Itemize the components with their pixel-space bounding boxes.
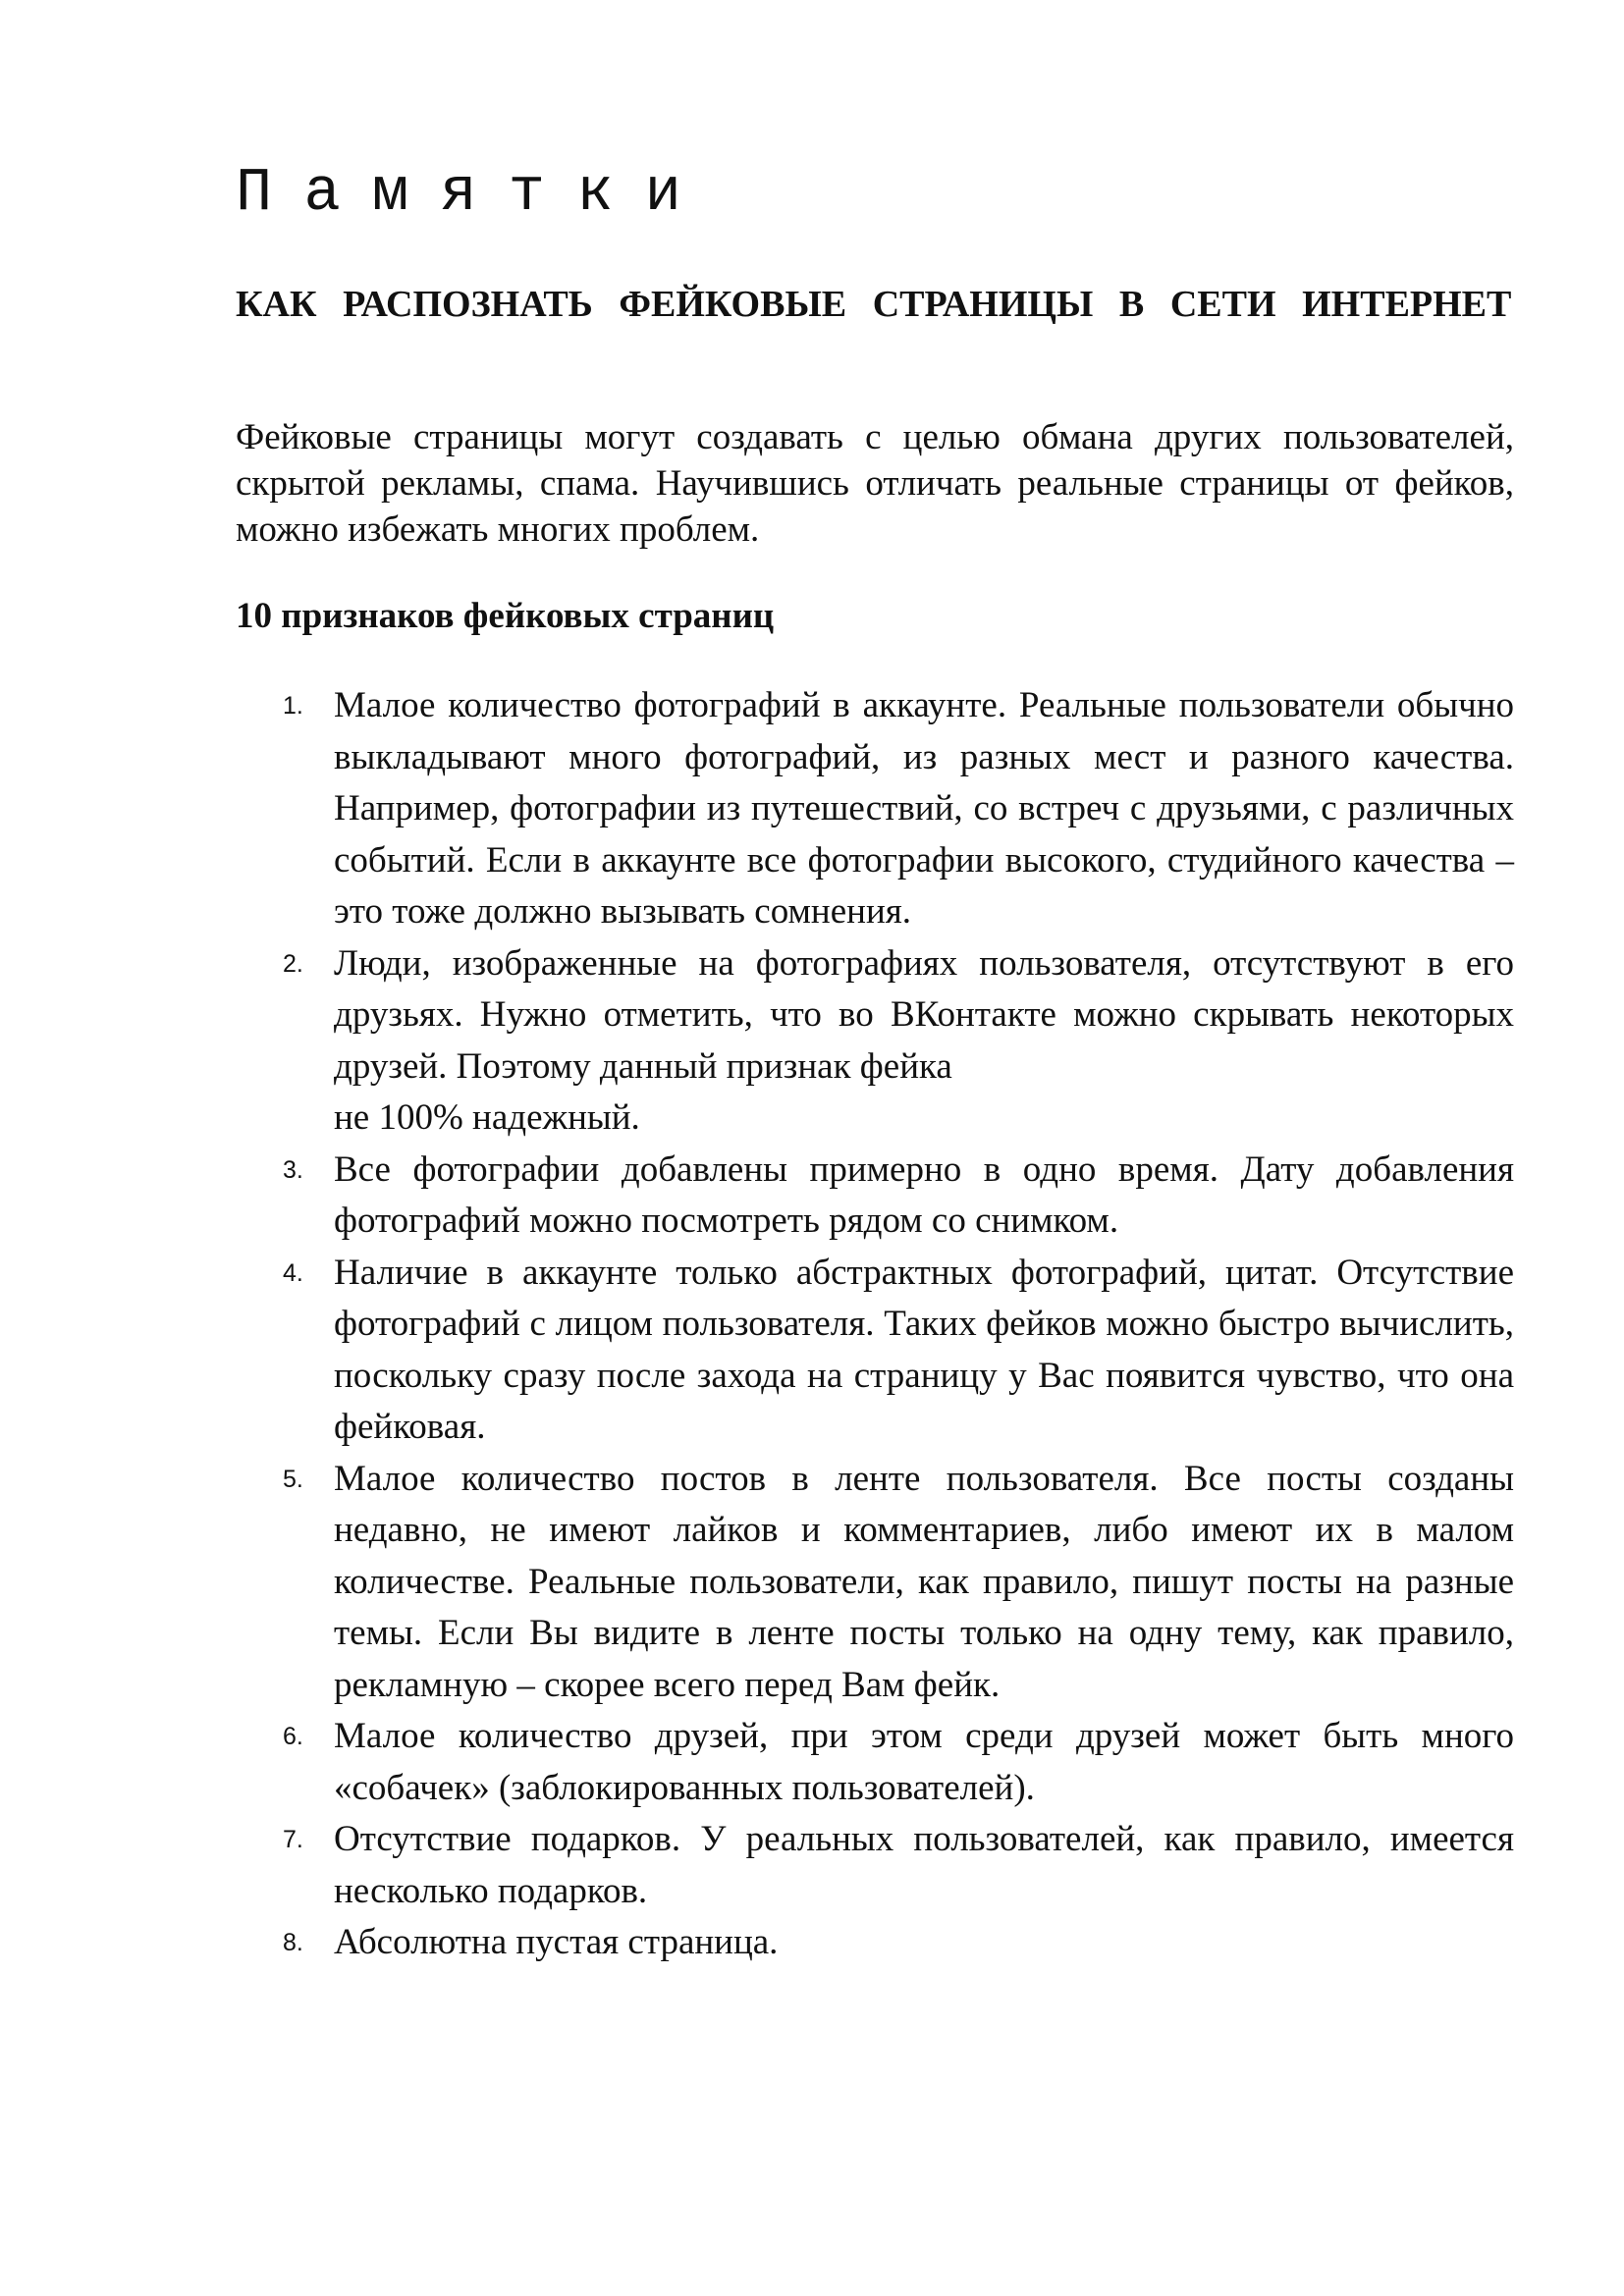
list-item-text: Все фотографии добавлены примерно в одно время. Дату добавления фотографий можно посмотреть рядом со снимком.	[334, 1148, 1514, 1241]
list-item	[236, 1917, 1514, 1969]
list-item-number: 5.	[283, 1465, 303, 1493]
list-item	[236, 1814, 1514, 1917]
list-item-number: 6.	[283, 1723, 303, 1750]
page-title: Памятки	[236, 158, 714, 228]
headline: КАК РАСПОЗНАТЬ ФЕЙКОВЫЕ СТРАНИЦЫ В СЕТИ ИНТЕРНЕТ	[236, 284, 1512, 325]
list-item-text: Малое количество фотографий в аккаунте. Реальные пользователи обычно выкладывают много фотографий, из разных мест и разного качества. Например, фотографии из путешествий, со встреч с друзьями, с различных событий. Если в аккаунте все фотографии высокого, студийного качества – это тоже должно вызывать сомнения.	[334, 685, 1514, 932]
list-item-number: 1.	[283, 692, 303, 720]
list-item-text-tail: не 100% надежный.	[334, 1097, 640, 1138]
list-item	[236, 938, 1514, 1145]
list-item-text: Отсутствие подарков. У реальных пользователей, как правило, имеется несколько подарков.	[334, 1819, 1514, 1911]
list-item-number: 7.	[283, 1826, 303, 1853]
list-item-number: 4.	[283, 1258, 303, 1287]
list-item	[236, 1145, 1514, 1248]
list-item-number: 3.	[283, 1155, 303, 1184]
list-item	[236, 680, 1514, 938]
signs-subheading: 10 признаков фейковых страниц	[236, 596, 775, 636]
intro-paragraph: Фейковые страницы могут создавать с целью обмана других пользователей, скрытой рекламы, спама. Научившись отличать реальные страницы от фейков, можно избежать многих проблем.	[236, 417, 1514, 550]
list-item	[236, 1248, 1514, 1454]
list-item-number: 8.	[283, 1929, 303, 1956]
list-item	[236, 1711, 1514, 1814]
list-item-number: 2.	[283, 949, 303, 978]
list-item-text-block	[334, 938, 1514, 1145]
signs-list	[236, 680, 1514, 1969]
list-item-text: Малое количество друзей, при этом среди друзей может быть много «собачек» (заблокированных пользователей).	[334, 1716, 1514, 1808]
list-item-text: Абсолютна пустая страница.	[334, 1922, 779, 1962]
list-item-text: Малое количество постов в ленте пользователя. Все посты созданы недавно, не имеют лайков и комментариев, либо имеют их в малом количестве. Реальные пользователи, как правило, пишут посты на разные темы. Если Вы видите в ленте посты только на одну тему, как правило, рекламную – скорее всего перед Вам фейк.	[334, 1458, 1514, 1705]
list-item-text: Наличие в аккаунте только абстрактных фотографий, цитат. Отсутствие фотографий с лицом пользователя. Таких фейков можно быстро вычислить, поскольку сразу после захода на страницу у Вас появится чувство, что она фейковая.	[334, 1252, 1514, 1447]
list-item	[236, 1454, 1514, 1712]
list-item-text: Люди, изображенные на фотографиях пользователя, отсутствуют в его друзьях. Нужно отметить, что во ВКонтакте можно скрывать некоторых друзей. Поэтому данный признак фейка	[334, 942, 1514, 1087]
